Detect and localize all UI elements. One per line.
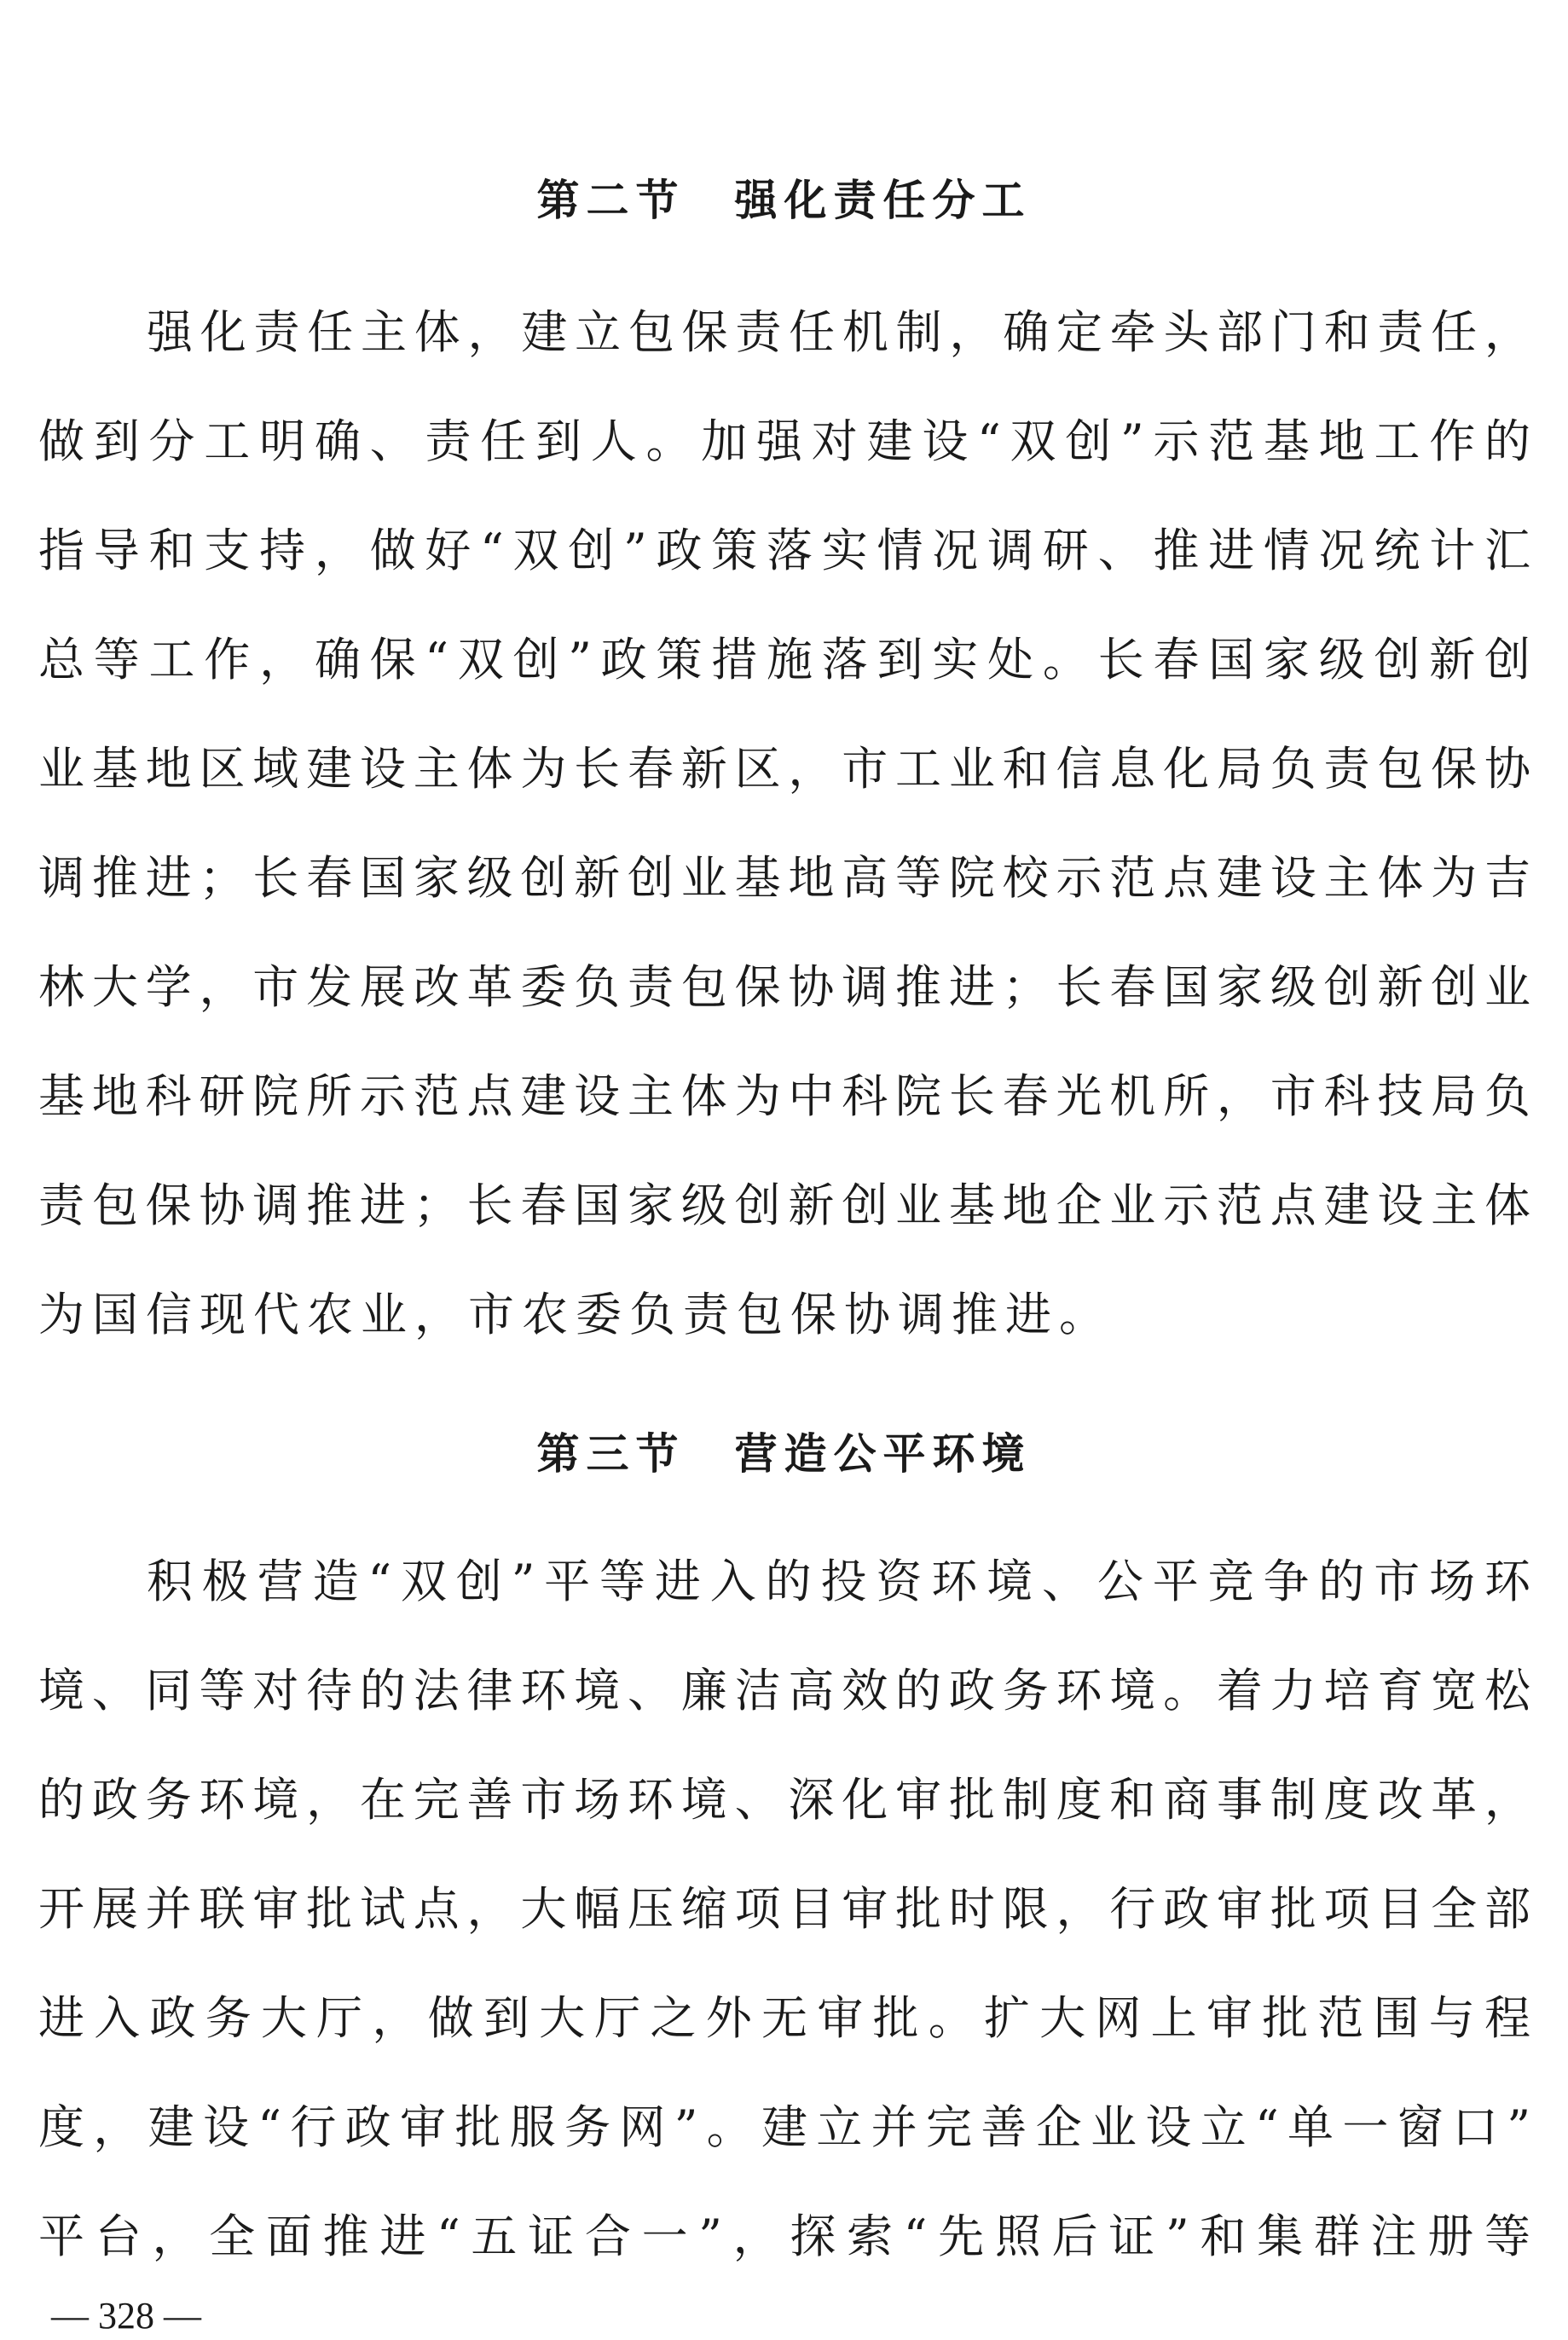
section-heading-2: 第二节 强化责任分工 [536, 175, 1032, 225]
paragraph-line: 调推进；长春国家级创新创业基地高等院校示范点建设主体为吉 [38, 851, 1530, 905]
paragraph-line: 总等工作，确保“双创”政策措施落到实处。长春国家级创新创 [38, 633, 1530, 686]
paragraph-line: 度，建设“行政审批服务网”。建立并完善企业设立“单一窗口” [38, 2100, 1530, 2154]
page-number: — 328 — [51, 2295, 201, 2337]
paragraph-line: 强化责任主体，建立包保责任机制，确定牵头部门和责任， [147, 305, 1530, 359]
paragraph-line: 做到分工明确、责任到人。加强对建设“双创”示范基地工作的 [38, 414, 1530, 468]
paragraph-line: 责包保协调推进；长春国家级创新创业基地企业示范点建设主体 [38, 1179, 1530, 1232]
paragraph-line: 业基地区域建设主体为长春新区，市工业和信息化局负责包保协 [38, 742, 1530, 796]
paragraph-line: 境、同等对待的法律环境、廉洁高效的政务环境。着力培育宽松 [38, 1664, 1530, 1717]
paragraph-line: 指导和支持，做好“双创”政策落实情况调研、推进情况统计汇 [38, 524, 1530, 577]
paragraph-line: 开展并联审批试点，大幅压缩项目审批时限，行政审批项目全部 [38, 1882, 1530, 1936]
paragraph-line: 平台，全面推进“五证合一”，探索“先照后证”和集群注册等 [38, 2210, 1530, 2263]
section-heading-3: 第三节 营造公平环境 [536, 1428, 1032, 1479]
paragraph-line: 林大学，市发展改革委负责包保协调推进；长春国家级创新创业 [38, 960, 1530, 1014]
paragraph-line: 为国信现代农业，市农委负责包保协调推进。 [38, 1288, 1113, 1341]
paragraph-line: 积极营造“双创”平等进入的投资环境、公平竞争的市场环 [147, 1555, 1530, 1608]
paragraph-line: 进入政务大厅，做到大厅之外无审批。扩大网上审批范围与程 [38, 1991, 1530, 2045]
paragraph-line: 的政务环境，在完善市场环境、深化审批制度和商事制度改革， [38, 1773, 1530, 1827]
paragraph-line: 基地科研院所示范点建设主体为中科院长春光机所，市科技局负 [38, 1069, 1530, 1123]
